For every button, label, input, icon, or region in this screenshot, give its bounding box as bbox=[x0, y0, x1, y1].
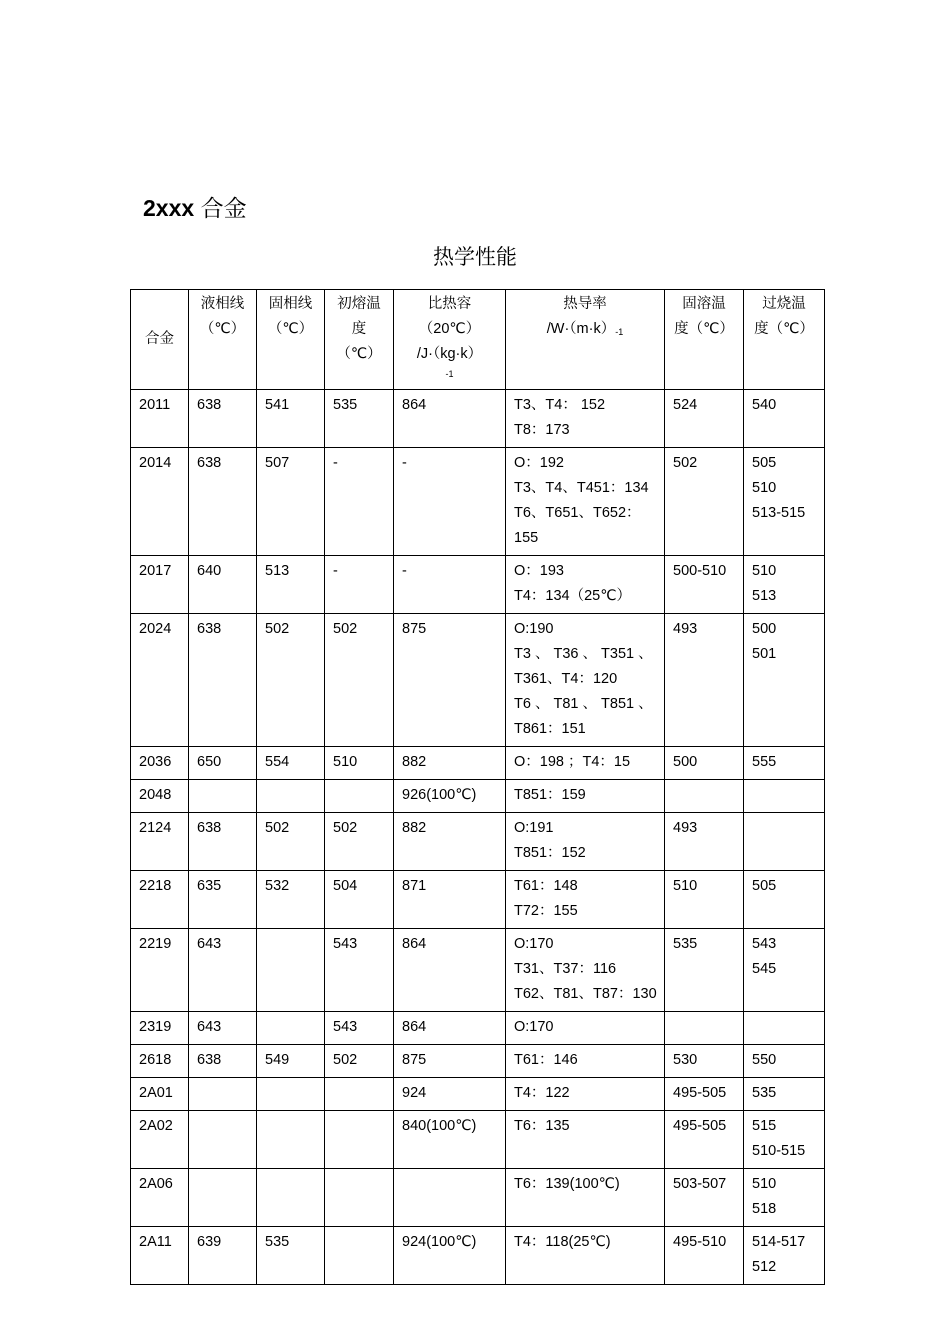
cell-thermal-conductivity: T851：159 bbox=[506, 780, 665, 813]
cell-thermal-conductivity: T6：135 bbox=[506, 1111, 665, 1169]
cell-liquidus bbox=[189, 780, 257, 813]
cell-liquidus bbox=[189, 1111, 257, 1169]
cell-alloy: 2011 bbox=[131, 390, 189, 448]
table-row bbox=[131, 614, 825, 747]
cell-thermal-conductivity: T3、T4： 152 T8：173 bbox=[506, 390, 665, 448]
cell-overburn-temp: 555 bbox=[744, 747, 825, 780]
cell-solidus: 554 bbox=[257, 747, 325, 780]
cell-solution-temp: 524 bbox=[665, 390, 744, 448]
header-thermal-conductivity: 热导率 $/W\cdot(m\cdot k)_{-1}$ bbox=[506, 290, 665, 390]
cell-incipient-melting: - bbox=[325, 448, 394, 556]
table-row bbox=[131, 1045, 825, 1078]
cell-specific-heat: 864 bbox=[394, 929, 506, 1012]
cell-overburn-temp: 505 510 513-515 bbox=[744, 448, 825, 556]
header-liquidus: 液相线 （℃） bbox=[189, 290, 257, 390]
table-row bbox=[131, 1012, 825, 1045]
cell-specific-heat: 926(100℃) bbox=[394, 780, 506, 813]
cell-alloy: 2218 bbox=[131, 871, 189, 929]
cell-solution-temp: 500 bbox=[665, 747, 744, 780]
cell-solidus: 549 bbox=[257, 1045, 325, 1078]
cell-specific-heat: 840(100℃) bbox=[394, 1111, 506, 1169]
cell-solution-temp: 502 bbox=[665, 448, 744, 556]
cell-alloy: 2014 bbox=[131, 448, 189, 556]
cell-incipient-melting bbox=[325, 1227, 394, 1285]
cell-specific-heat: 882 bbox=[394, 813, 506, 871]
cell-overburn-temp: 515 510-515 bbox=[744, 1111, 825, 1169]
cell-liquidus: 635 bbox=[189, 871, 257, 929]
table-header-row bbox=[131, 290, 825, 390]
cell-alloy: 2219 bbox=[131, 929, 189, 1012]
cell-incipient-melting: 502 bbox=[325, 614, 394, 747]
cell-alloy: 2618 bbox=[131, 1045, 189, 1078]
section-heading-code: 2xxx bbox=[143, 195, 195, 221]
cell-incipient-melting: - bbox=[325, 556, 394, 614]
cell-thermal-conductivity: O:170 bbox=[506, 1012, 665, 1045]
cell-solution-temp: 530 bbox=[665, 1045, 744, 1078]
cell-incipient-melting: 502 bbox=[325, 1045, 394, 1078]
table-row bbox=[131, 1169, 825, 1227]
header-solution-temp: 固溶温 度（℃） bbox=[665, 290, 744, 390]
cell-thermal-conductivity: T61：148 T72：155 bbox=[506, 871, 665, 929]
section-heading bbox=[143, 192, 247, 224]
cell-specific-heat: 864 bbox=[394, 390, 506, 448]
cell-overburn-temp bbox=[744, 780, 825, 813]
cell-overburn-temp bbox=[744, 1012, 825, 1045]
cell-incipient-melting: 510 bbox=[325, 747, 394, 780]
cell-overburn-temp: 540 bbox=[744, 390, 825, 448]
cell-liquidus bbox=[189, 1078, 257, 1111]
cell-liquidus: 638 bbox=[189, 614, 257, 747]
cell-specific-heat: 924 bbox=[394, 1078, 506, 1111]
cell-liquidus: 638 bbox=[189, 448, 257, 556]
cell-specific-heat: 875 bbox=[394, 1045, 506, 1078]
cell-liquidus: 638 bbox=[189, 813, 257, 871]
cell-solidus bbox=[257, 1111, 325, 1169]
cell-solidus bbox=[257, 1169, 325, 1227]
cell-overburn-temp: 510 518 bbox=[744, 1169, 825, 1227]
cell-specific-heat bbox=[394, 1169, 506, 1227]
cell-specific-heat: - bbox=[394, 448, 506, 556]
cell-thermal-conductivity: O：198 ；T4：15 bbox=[506, 747, 665, 780]
cell-overburn-temp: 535 bbox=[744, 1078, 825, 1111]
cell-specific-heat: 882 bbox=[394, 747, 506, 780]
cell-thermal-conductivity: O:191 T851：152 bbox=[506, 813, 665, 871]
cell-solution-temp: 495-505 bbox=[665, 1078, 744, 1111]
cell-overburn-temp bbox=[744, 813, 825, 871]
cell-solution-temp: 500-510 bbox=[665, 556, 744, 614]
cell-overburn-temp: 550 bbox=[744, 1045, 825, 1078]
cell-thermal-conductivity: T4：118(25℃) bbox=[506, 1227, 665, 1285]
cell-alloy: 2024 bbox=[131, 614, 189, 747]
cell-alloy: 2036 bbox=[131, 747, 189, 780]
cell-alloy: 2048 bbox=[131, 780, 189, 813]
cell-solidus bbox=[257, 929, 325, 1012]
cell-thermal-conductivity: T61：146 bbox=[506, 1045, 665, 1078]
cell-specific-heat: 924(100℃) bbox=[394, 1227, 506, 1285]
cell-solidus: 507 bbox=[257, 448, 325, 556]
header-specific-heat: 比热容 （20℃） /J·（kg·k） -1 bbox=[394, 290, 506, 390]
cell-solution-temp bbox=[665, 780, 744, 813]
table-title: 热学性能 bbox=[433, 246, 517, 269]
cell-overburn-temp: 543 545 bbox=[744, 929, 825, 1012]
cell-overburn-temp: 510 513 bbox=[744, 556, 825, 614]
cell-incipient-melting bbox=[325, 1111, 394, 1169]
cell-overburn-temp: 500 501 bbox=[744, 614, 825, 747]
cell-liquidus: 639 bbox=[189, 1227, 257, 1285]
cell-alloy: 2A01 bbox=[131, 1078, 189, 1111]
cell-alloy: 2124 bbox=[131, 813, 189, 871]
table-row bbox=[131, 556, 825, 614]
cell-solution-temp: 493 bbox=[665, 614, 744, 747]
cell-incipient-melting: 504 bbox=[325, 871, 394, 929]
cell-thermal-conductivity: T6：139(100℃) bbox=[506, 1169, 665, 1227]
cell-incipient-melting: 543 bbox=[325, 1012, 394, 1045]
cell-solidus bbox=[257, 1078, 325, 1111]
section-heading-text: 合金 bbox=[200, 195, 247, 221]
cell-solution-temp bbox=[665, 1012, 744, 1045]
cell-solution-temp: 510 bbox=[665, 871, 744, 929]
cell-incipient-melting bbox=[325, 1169, 394, 1227]
cell-alloy: 2A02 bbox=[131, 1111, 189, 1169]
cell-solution-temp: 503-507 bbox=[665, 1169, 744, 1227]
cell-solidus: 535 bbox=[257, 1227, 325, 1285]
cell-solidus: 502 bbox=[257, 813, 325, 871]
table-row bbox=[131, 1078, 825, 1111]
cell-alloy: 2A06 bbox=[131, 1169, 189, 1227]
cell-solidus bbox=[257, 780, 325, 813]
cell-overburn-temp: 514-517 512 bbox=[744, 1227, 825, 1285]
header-solidus: 固相线 （℃） bbox=[257, 290, 325, 390]
cell-specific-heat: 875 bbox=[394, 614, 506, 747]
cell-thermal-conductivity: T4：122 bbox=[506, 1078, 665, 1111]
cell-incipient-melting bbox=[325, 1078, 394, 1111]
table-row bbox=[131, 747, 825, 780]
table-row bbox=[131, 813, 825, 871]
header-overburn-temp: 过烧温 度（℃） bbox=[744, 290, 825, 390]
table-row bbox=[131, 1227, 825, 1285]
cell-incipient-melting: 543 bbox=[325, 929, 394, 1012]
cell-specific-heat: 871 bbox=[394, 871, 506, 929]
table-row bbox=[131, 929, 825, 1012]
table-row bbox=[131, 390, 825, 448]
cell-alloy: 2017 bbox=[131, 556, 189, 614]
cell-thermal-conductivity: O:190 T3 、 T36 、 T351 、 T361、T4：120 T6 、 T81 、 T851 、 T861：151 bbox=[506, 614, 665, 747]
cell-solution-temp: 535 bbox=[665, 929, 744, 1012]
cell-thermal-conductivity: O：192 T3、T4、T451：134 T6、T651、T652： 155 bbox=[506, 448, 665, 556]
header-alloy: 合金 bbox=[131, 290, 189, 390]
cell-solidus: 532 bbox=[257, 871, 325, 929]
cell-solidus bbox=[257, 1012, 325, 1045]
table-row bbox=[131, 871, 825, 929]
table-row bbox=[131, 1111, 825, 1169]
table-row bbox=[131, 448, 825, 556]
header-incipient-melting: 初熔温 度 （℃） bbox=[325, 290, 394, 390]
cell-liquidus: 638 bbox=[189, 390, 257, 448]
thermal-properties-table bbox=[130, 289, 825, 1285]
cell-thermal-conductivity: O:170 T31、T37：116 T62、T81、T87：130 bbox=[506, 929, 665, 1012]
cell-liquidus: 638 bbox=[189, 1045, 257, 1078]
cell-liquidus: 640 bbox=[189, 556, 257, 614]
cell-solidus: 513 bbox=[257, 556, 325, 614]
cell-incipient-melting: 535 bbox=[325, 390, 394, 448]
cell-incipient-melting bbox=[325, 780, 394, 813]
cell-solution-temp: 495-505 bbox=[665, 1111, 744, 1169]
cell-specific-heat: - bbox=[394, 556, 506, 614]
cell-overburn-temp: 505 bbox=[744, 871, 825, 929]
cell-specific-heat: 864 bbox=[394, 1012, 506, 1045]
conductivity-exponent: -1 bbox=[615, 327, 624, 337]
cell-thermal-conductivity: O：193 T4：134（25℃） bbox=[506, 556, 665, 614]
cell-solution-temp: 495-510 bbox=[665, 1227, 744, 1285]
cell-solution-temp: 493 bbox=[665, 813, 744, 871]
cell-solidus: 502 bbox=[257, 614, 325, 747]
cell-alloy: 2319 bbox=[131, 1012, 189, 1045]
cell-liquidus: 643 bbox=[189, 1012, 257, 1045]
cell-incipient-melting: 502 bbox=[325, 813, 394, 871]
cell-liquidus: 650 bbox=[189, 747, 257, 780]
table-row bbox=[131, 780, 825, 813]
cell-liquidus: 643 bbox=[189, 929, 257, 1012]
cell-liquidus bbox=[189, 1169, 257, 1227]
cell-solidus: 541 bbox=[257, 390, 325, 448]
specific-heat-exponent: -1 bbox=[445, 369, 454, 379]
cell-alloy: 2A11 bbox=[131, 1227, 189, 1285]
